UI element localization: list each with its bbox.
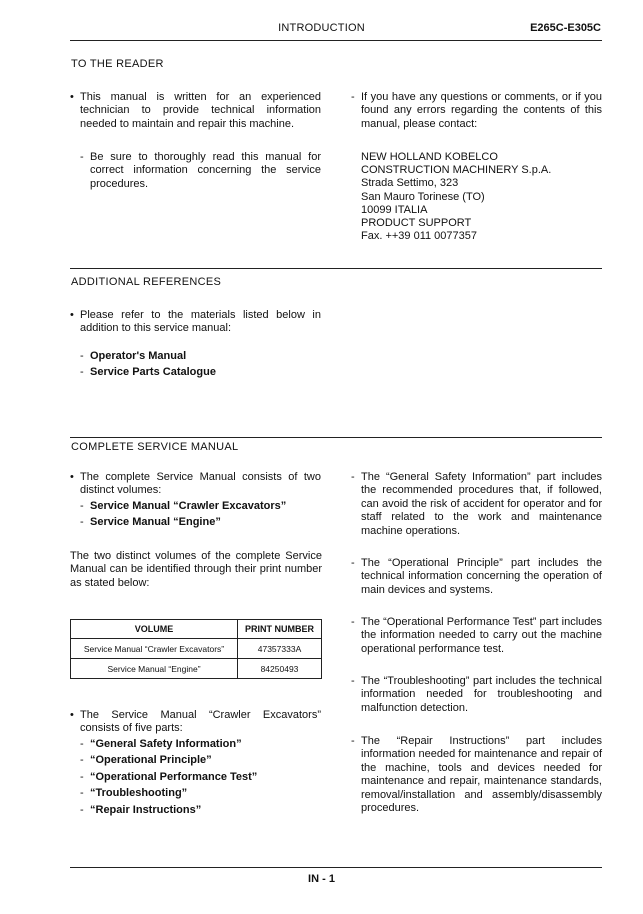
table-cell: 47357333A: [238, 639, 322, 659]
dash-icon: -: [351, 735, 355, 747]
list-item: - Service Manual “Engine”: [80, 516, 221, 529]
table-header-row: [71, 620, 322, 639]
contact-line: PRODUCT SUPPORT: [361, 217, 472, 230]
bullet-dot-icon: •: [70, 471, 74, 483]
section-rule: [70, 437, 602, 438]
list-item: - “Operational Performance Test”: [80, 770, 258, 783]
list-item: - Operator's Manual: [80, 350, 187, 362]
table-cell: 84250493: [238, 659, 322, 679]
dash-icon: -: [351, 471, 355, 483]
page-number: IN - 1: [308, 873, 335, 885]
bullet-dot-icon: •: [70, 709, 74, 721]
table-cell: Service Manual “Engine”: [71, 659, 238, 679]
dash-icon: -: [80, 151, 84, 163]
contact-line: NEW HOLLAND KOBELCO: [361, 151, 498, 163]
list-item: - Service Parts Catalogue: [80, 366, 216, 379]
header-rule: [70, 40, 602, 41]
list-item: - “Troubleshooting”: [80, 787, 188, 800]
references-list: [80, 348, 320, 381]
dash-icon: -: [351, 91, 355, 103]
contact-line: Strada Settimo, 323: [361, 177, 459, 190]
list-item: - “Operational Principle”: [80, 754, 212, 767]
contact-line: CONSTRUCTION MACHINERY S.p.A.: [361, 164, 552, 177]
section-rule: [70, 268, 602, 269]
table-header-print-number: PRINT NUMBER: [238, 620, 322, 639]
contact-line: San Mauro Torinese (TO): [361, 190, 485, 203]
parts-list: [80, 736, 322, 818]
table-cell: Service Manual “Crawler Excavators”: [71, 639, 238, 659]
header-model: E265C-E305C: [530, 22, 601, 34]
bullet-dot-icon: •: [70, 309, 74, 321]
table-header-volume: VOLUME: [71, 620, 238, 639]
identify-paragraph: The two distinct volumes of the complete Service Manual can be identified through their print number as stated below:: [70, 550, 322, 589]
header-section-title: INTRODUCTION: [278, 22, 365, 34]
footer-rule: [70, 867, 602, 868]
dash-icon: -: [351, 557, 355, 569]
dash-icon: -: [351, 616, 355, 628]
bullet-dot-icon: •: [70, 91, 74, 103]
print-number-table: [70, 619, 322, 679]
list-item: - “General Safety Information”: [80, 738, 242, 750]
dash-icon: -: [351, 675, 355, 687]
volumes-list: [80, 498, 320, 531]
table-row: [71, 659, 322, 679]
section-title-to-the-reader: TO THE READER: [71, 58, 164, 70]
contact-address: [361, 151, 551, 243]
list-item: - Service Manual “Crawler Excavators”: [80, 500, 287, 512]
section-title-additional-references: ADDITIONAL REFERENCES: [71, 276, 222, 288]
table-row: [71, 639, 322, 659]
section-title-complete-service-manual: COMPLETE SERVICE MANUAL: [71, 441, 239, 453]
contact-line: Fax. ++39 011 0077357: [361, 230, 478, 243]
contact-line: 10099 ITALIA: [361, 203, 428, 216]
list-item: - “Repair Instructions”: [80, 803, 202, 816]
